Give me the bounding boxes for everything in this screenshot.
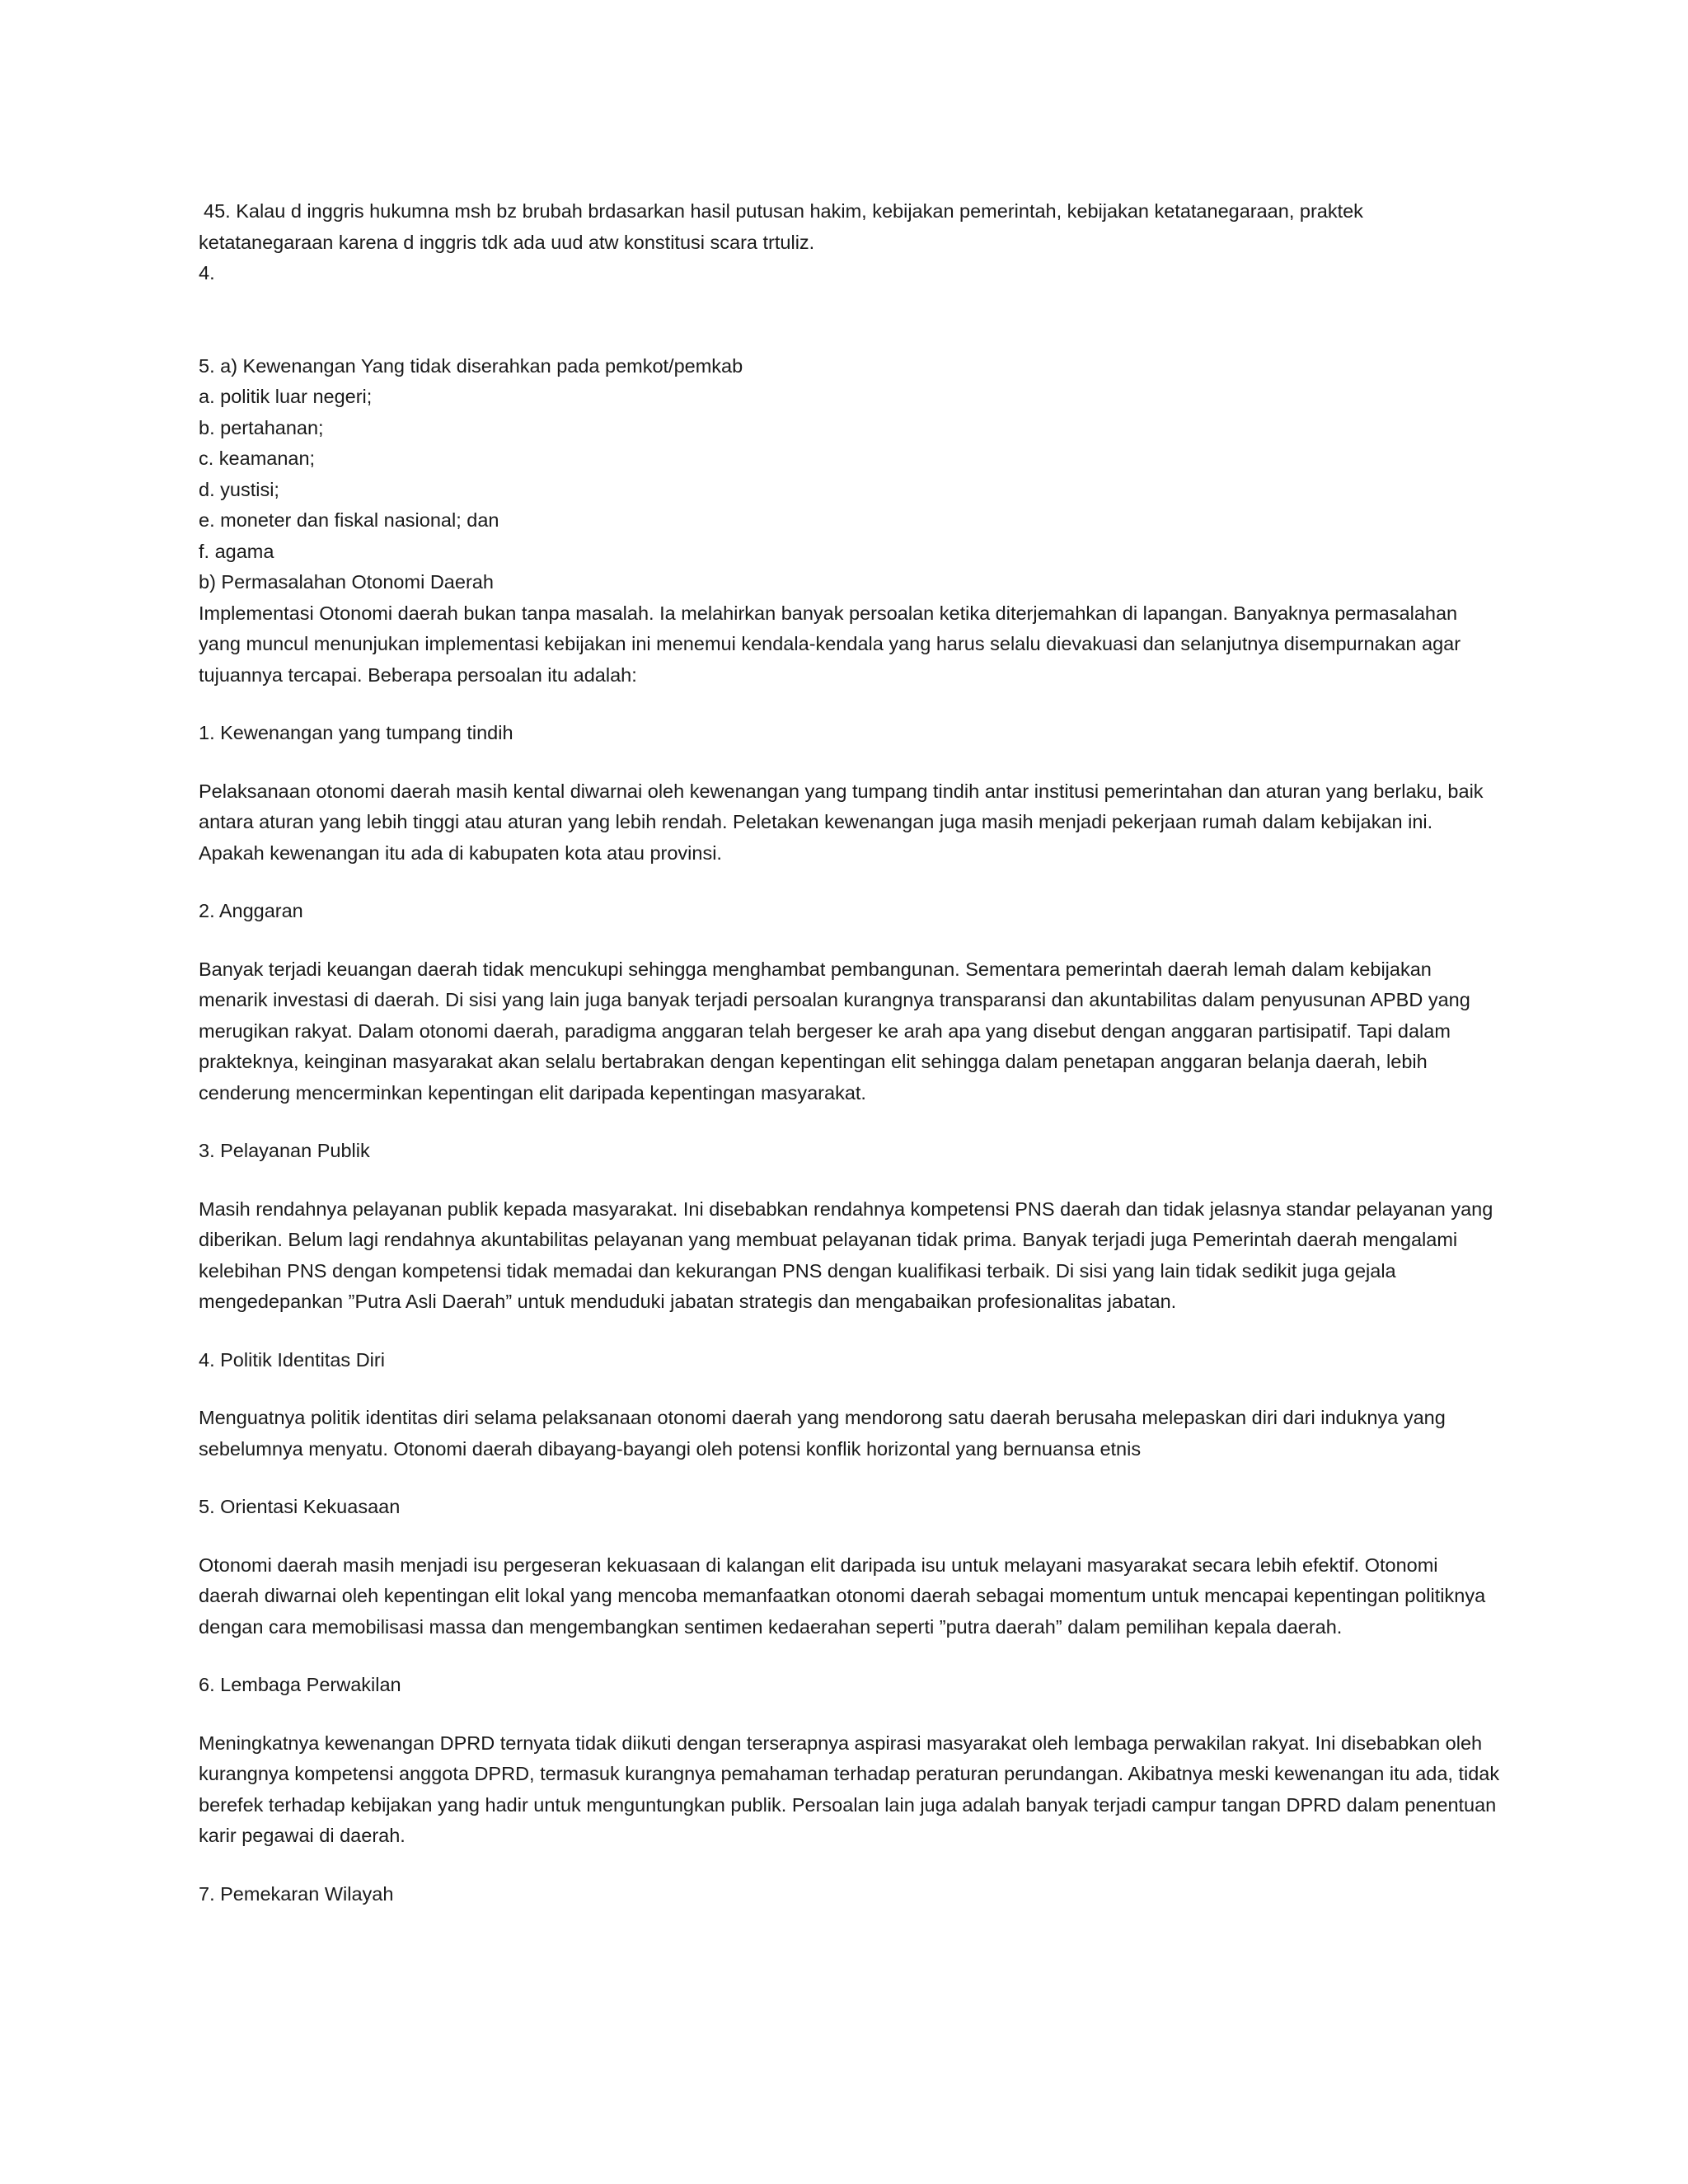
section-heading: 4. Politik Identitas Diri [199, 1348, 385, 1371]
answer-5b-intro: Implementasi Otonomi daerah bukan tanpa masalah. Ia melahirkan banyak persoalan ketika diterjemahkan di lapangan. Banyaknya permasalahan yang muncul menunjukan implementasi kebijakan ini menemui kendala-kendala yang harus selalu dievakuasi dan selanjutnya disempurnakan agar tujuannya tercapai. Beberapa persoalan itu adalah: [199, 602, 1461, 686]
section-body: Otonomi daerah masih menjadi isu pergeseran kekuasaan di kalangan elit daripada isu untuk melayani masyarakat secara lebih efektif. Otonomi daerah diwarnai oleh kepentingan elit lokal yang mencoba memanfaatkan otonomi daerah sebagai momentum untuk mencapai kepentingan politiknya dengan cara memobilisasi massa dan mengembangkan sentimen kedaerahan seperti ”putra daerah” dalam pemilihan kepala daerah. [199, 1554, 1486, 1638]
section-body: Meningkatnya kewenangan DPRD ternyata tidak diikuti dengan terserapnya aspirasi masyarakat oleh lembaga perwakilan rakyat. Ini disebabkan oleh kurangnya kompetensi anggota DPRD, termasuk kurangnya pemahaman terhadap peraturan perundangan. Akibatnya meski kewenangan itu ada, tidak berefek terhadap kebijakan yang hadir untuk menguntungkan publik. Persoalan lain juga adalah banyak terjadi campur tangan DPRD dalam penentuan karir pegawai di daerah. [199, 1732, 1500, 1846]
answer-5b-title: b) Permasalahan Otonomi Daerah [199, 571, 494, 593]
list-item: b. pertahanan; [199, 416, 324, 438]
answer-4-label: 4. [199, 262, 215, 284]
section-body: Banyak terjadi keuangan daerah tidak mencukupi sehingga menghambat pembangunan. Sementara pemerintah daerah lemah dalam kebijakan menarik investasi di daerah. Di sisi yang lain juga banyak terjadi persoalan kurangnya transparansi dan akuntabilitas dalam penyusunan APBD yang merugikan rakyat. Dalam otonomi daerah, paradigma anggaran telah bergeser ke arah apa yang disebut dengan anggaran partisipatif. Tapi dalam prakteknya, keinginan masyarakat akan selalu bertabrakan dengan kepentingan elit sehingga dalam penetapan anggaran belanja daerah, lebih cenderung mencerminkan kepentingan elit daripada kepentingan masyarakat. [199, 958, 1470, 1104]
list-item: a. politik luar negeri; [199, 386, 373, 407]
section-body: Masih rendahnya pelayanan publik kepada masyarakat. Ini disebabkan rendahnya kompetensi PNS daerah dan tidak jelasnya standar pelayanan yang diberikan. Belum lagi rendahnya akuntabilitas pelayanan yang membuat pelayanan tidak prima. Banyak terjadi juga Pemerintah daerah mengalami kelebihan PNS dengan kompetensi tidak memadai dan kekurangan PNS dengan kualifikasi terbaik. Di sisi yang lain tidak sedikit juga gejala mengedepankan ”Putra Asli Daerah” untuk menduduki jabatan strategis dan mengabaikan profesionalitas jabatan. [199, 1197, 1493, 1312]
document-body [199, 196, 1501, 1910]
list-item: d. yustisi; [199, 478, 279, 500]
list-item: f. agama [199, 540, 274, 562]
section-heading: 6. Lembaga Perwakilan [199, 1674, 401, 1695]
section-heading: 2. Anggaran [199, 900, 303, 921]
section-heading: 3. Pelayanan Publik [199, 1140, 370, 1161]
spacer [199, 289, 1501, 351]
list-item: c. keamanan; [199, 448, 316, 469]
section-heading: 7. Pemekaran Wilayah [199, 1882, 394, 1905]
answer-5a-title: 5. a) Kewenangan Yang tidak diserahkan pada pemkot/pemkab [199, 354, 743, 377]
section-heading: 1. Kewenangan yang tumpang tindih [199, 722, 513, 743]
section-body: Pelaksanaan otonomi daerah masih kental diwarnai oleh kewenangan yang tumpang tindih antar institusi pemerintahan dan aturan yang berlaku, baik antara aturan yang lebih tinggi atau aturan yang lebih rendah. Peletakan kewenangan juga masih menjadi pekerjaan rumah dalam kebijakan ini. Apakah kewenangan itu ada di kabupaten kota atau provinsi. [199, 780, 1484, 864]
list-item: e. moneter dan fiskal nasional; dan [199, 509, 499, 531]
section-heading: 5. Orientasi Kekuasaan [199, 1496, 401, 1517]
answer-45-paragraph: 45. Kalau d inggris hukumna msh bz brubah brdasarkan hasil putusan hakim, kebijakan pemerintah, kebijakan ketatanegaraan, praktek ketatanegaraan karena d inggris tdk ada uud atw konstitusi scara trtuliz. [199, 200, 1363, 253]
section-body: Menguatnya politik identitas diri selama pelaksanaan otonomi daerah yang mendorong satu daerah berusaha melepaskan diri dari induknya yang sebelumnya menyatu. Otonomi daerah dibayang-bayangi oleh potensi konflik horizontal yang bernuansa etnis [199, 1407, 1446, 1460]
